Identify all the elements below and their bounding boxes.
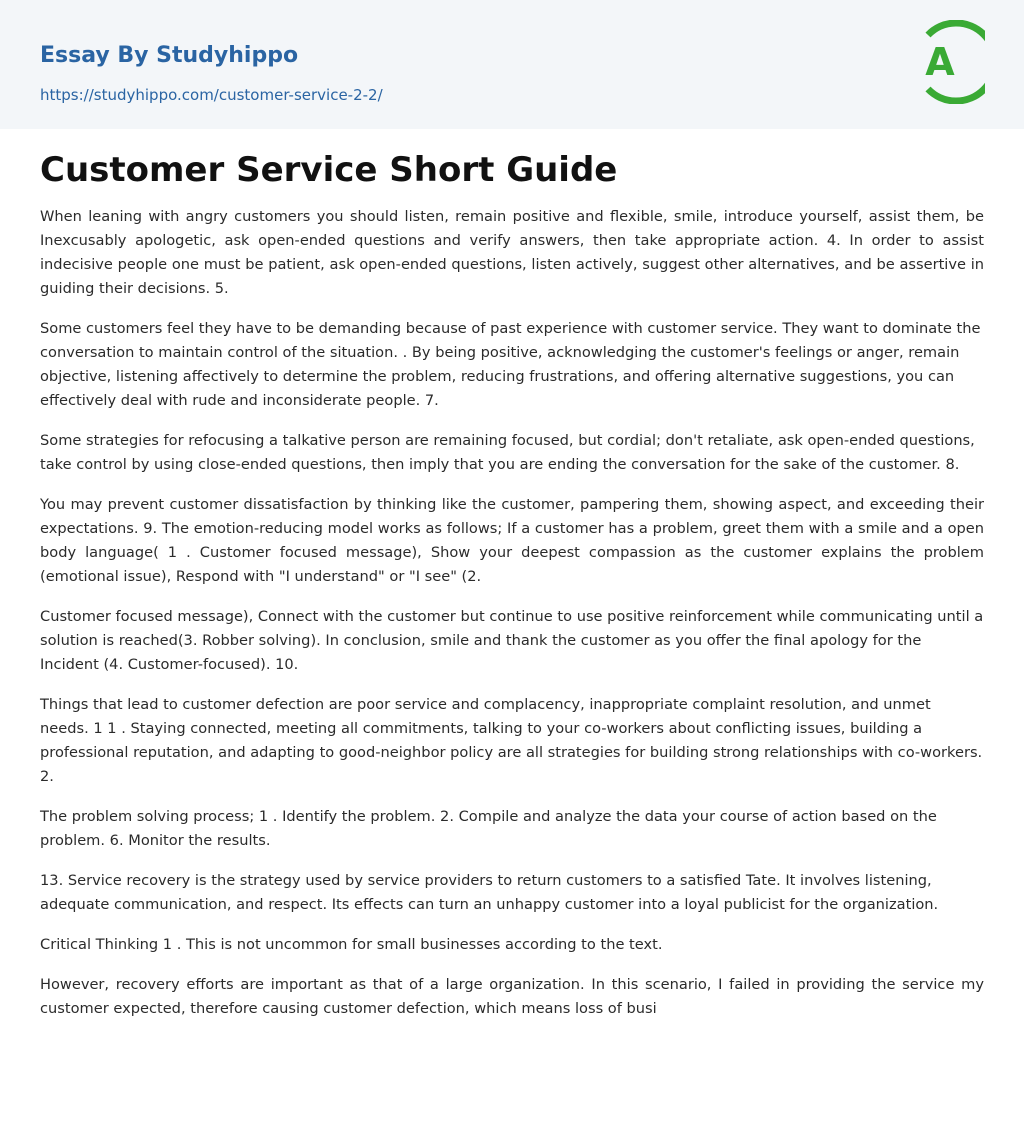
paragraph: When leaning with angry customers you should listen, remain positive and flexible, smile, introduce yourself, assist them, be Inexcusably apologetic, ask open-ended questions and verify answers, then take appropriate action. 4. In order to assist indecisive people one must be patient, ask open-ended questions, listen actively, suggest other alternatives, and be assertive in guiding their decisions. 5. xyxy=(40,208,984,297)
paragraph: Customer focused message), Connect with the customer but continue to use positive reinforcement while communicating until a solution is reached(3. Robber solving). In conclusion, smile and thank the customer as you offer the final apology for the Incident (4. Customer-focused). 10. xyxy=(40,608,984,673)
paragraph: 13. Service recovery is the strategy used by service providers to return customers to a satisfied Tate. It involves listening, adequate communication, and respect. Its effects can turn an unhappy customer into a loyal publicist for the organization. xyxy=(40,872,939,913)
paragraph: However, recovery efforts are important as that of a large organization. In this scenario, I failed in providing the service my customer expected, therefore causing customer defection, which means loss of busi xyxy=(40,976,984,1017)
paragraph: Critical Thinking 1 . This is not uncommon for small businesses according to the text. xyxy=(40,936,663,953)
site-brand: Essay By Studyhippo xyxy=(40,43,299,68)
essay-url-link[interactable]: https://studyhippo.com/customer-service-2-2/ xyxy=(40,86,383,104)
paragraph: Some strategies for refocusing a talkative person are remaining focused, but cordial; don't retaliate, ask open-ended questions, take control by using close-ended questions, then imply that you are ending the conversation for the sake of the customer. 8. xyxy=(40,432,975,473)
studyhippo-logo-icon[interactable] xyxy=(915,20,985,104)
paragraph: The problem solving process; 1 . Identify the problem. 2. Compile and analyze the data your course of action based on the problem. 6. Monitor the results. xyxy=(40,808,937,849)
paragraph: Some customers feel they have to be demanding because of past experience with customer service. They want to dominate the conversation to maintain control of the situation. . By being positive, acknowledging the customer's feelings or anger, remain objective, listening affectively to determine the problem, reducing frustrations, and offering alternative suggestions, you can effectively deal with rude and inconsiderate people. 7. xyxy=(40,320,981,409)
site-header xyxy=(0,0,1024,129)
article xyxy=(0,129,1024,1021)
logo-letter: A xyxy=(925,40,955,84)
paragraph: Things that lead to customer defection are poor service and complacency, inappropriate complaint resolution, and unmet needs. 1 1 . Staying connected, meeting all commitments, talking to your co-workers about conflicting issues, building a professional reputation, and adapting to good-neighbor policy are all strategies for building strong relationships with co-workers. 2. xyxy=(40,696,983,785)
paragraph: You may prevent customer dissatisfaction by thinking like the customer, pampering them, showing aspect, and exceeding their expectations. 9. The emotion-reducing model works as follows; If a customer has a problem, greet them with a smile and a open body language( 1 . Customer focused message), Show your deepest compassion as the customer explains the problem (emotional issue), Respond with "I understand" or "I see" (2. xyxy=(40,496,984,585)
page-title: Customer Service Short Guide xyxy=(40,150,618,190)
